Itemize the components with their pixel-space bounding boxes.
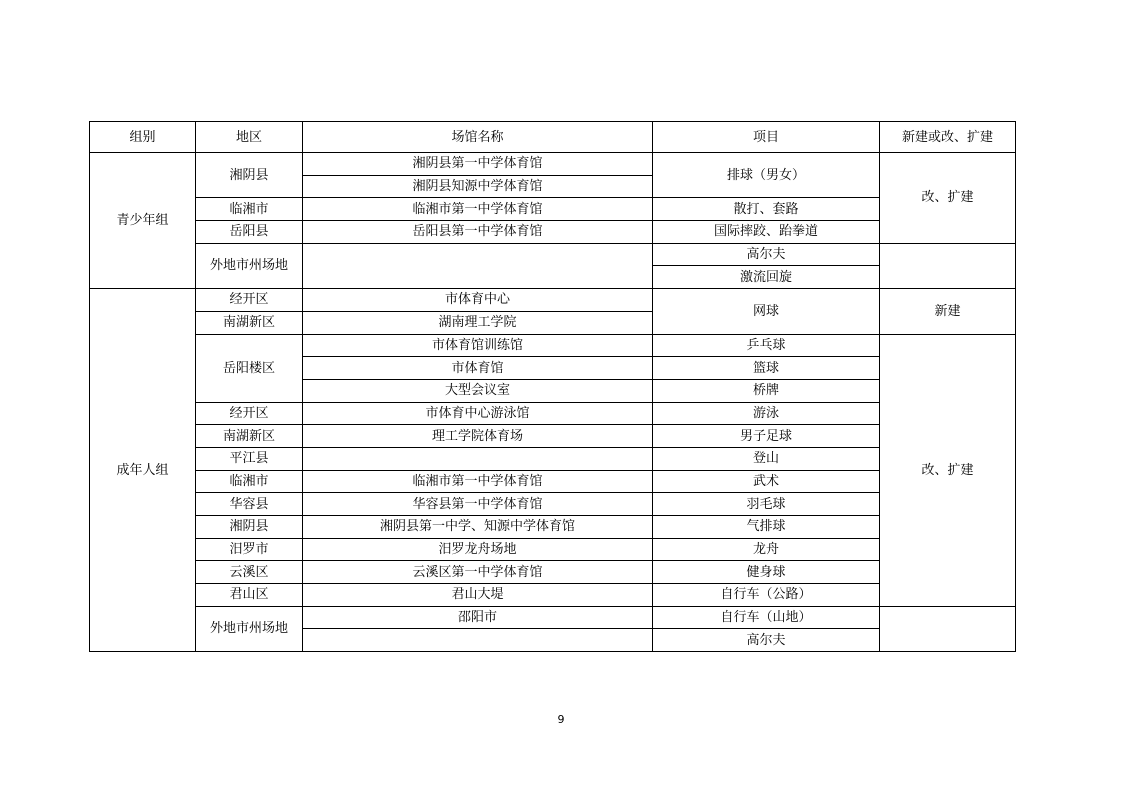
venue-cell: 汨罗龙舟场地 (303, 538, 653, 561)
region-cell: 湘阴县 (196, 153, 303, 198)
table-row (90, 470, 1016, 493)
header-group: 组别 (90, 122, 196, 153)
event-cell: 散打、套路 (653, 198, 880, 221)
region-cell: 湘阴县 (196, 516, 303, 539)
table-row (90, 289, 1016, 312)
table-row (90, 198, 1016, 221)
table-row (90, 493, 1016, 516)
venue-cell: 湘阴县知源中学体育馆 (303, 175, 653, 198)
region-cell: 岳阳县 (196, 221, 303, 244)
region-cell: 临湘市 (196, 470, 303, 493)
table-row (90, 584, 1016, 607)
venue-cell: 市体育馆 (303, 357, 653, 380)
venue-cell: 湘阴县第一中学体育馆 (303, 153, 653, 176)
event-cell: 气排球 (653, 516, 880, 539)
event-cell: 排球（男女） (653, 153, 880, 198)
event-cell: 乒乓球 (653, 334, 880, 357)
region-cell: 汨罗市 (196, 538, 303, 561)
venue-cell: 临湘市第一中学体育馆 (303, 198, 653, 221)
table-row (90, 561, 1016, 584)
table-row (90, 334, 1016, 357)
event-cell: 自行车（公路） (653, 584, 880, 607)
event-cell: 激流回旋 (653, 266, 880, 289)
venue-cell-empty (303, 243, 653, 288)
event-cell: 武术 (653, 470, 880, 493)
table-row (90, 425, 1016, 448)
region-cell: 经开区 (196, 289, 303, 312)
event-cell: 羽毛球 (653, 493, 880, 516)
venue-cell: 市体育中心 (303, 289, 653, 312)
venue-table (89, 121, 1016, 652)
build-type-cell: 改、扩建 (880, 334, 1016, 606)
venue-cell: 市体育馆训练馆 (303, 334, 653, 357)
venue-cell: 大型会议室 (303, 379, 653, 402)
table-row (90, 243, 1016, 266)
build-type-cell-empty (880, 606, 1016, 651)
header-build-type: 新建或改、扩建 (880, 122, 1016, 153)
venue-cell: 君山大堤 (303, 584, 653, 607)
header-region: 地区 (196, 122, 303, 153)
header-venue: 场馆名称 (303, 122, 653, 153)
venue-cell: 邵阳市 (303, 606, 653, 629)
region-cell: 外地市州场地 (196, 243, 303, 288)
event-cell: 桥牌 (653, 379, 880, 402)
region-cell: 君山区 (196, 584, 303, 607)
venue-cell: 华容县第一中学体育馆 (303, 493, 653, 516)
venue-cell: 岳阳县第一中学体育馆 (303, 221, 653, 244)
event-cell: 网球 (653, 289, 880, 334)
venue-cell: 云溪区第一中学体育馆 (303, 561, 653, 584)
region-cell: 华容县 (196, 493, 303, 516)
region-cell: 南湖新区 (196, 425, 303, 448)
table-row (90, 153, 1016, 176)
venue-cell: 湖南理工学院 (303, 311, 653, 334)
event-cell: 健身球 (653, 561, 880, 584)
group-cell-youth: 青少年组 (90, 153, 196, 289)
region-cell: 岳阳楼区 (196, 334, 303, 402)
event-cell: 登山 (653, 447, 880, 470)
table-row (90, 516, 1016, 539)
event-cell: 龙舟 (653, 538, 880, 561)
event-cell: 游泳 (653, 402, 880, 425)
venue-cell-empty (303, 447, 653, 470)
header-event: 项目 (653, 122, 880, 153)
region-cell: 云溪区 (196, 561, 303, 584)
venue-cell: 临湘市第一中学体育馆 (303, 470, 653, 493)
table-row (90, 402, 1016, 425)
event-cell: 国际摔跤、跆拳道 (653, 221, 880, 244)
venue-cell-empty (303, 629, 653, 652)
event-cell: 自行车（山地） (653, 606, 880, 629)
build-type-cell: 改、扩建 (880, 153, 1016, 244)
venue-cell: 理工学院体育场 (303, 425, 653, 448)
build-type-cell-empty (880, 243, 1016, 288)
table-row (90, 221, 1016, 244)
table-header-row (90, 122, 1016, 153)
group-cell-adult: 成年人组 (90, 289, 196, 652)
region-cell: 南湖新区 (196, 311, 303, 334)
event-cell: 高尔夫 (653, 629, 880, 652)
event-cell: 篮球 (653, 357, 880, 380)
table-row (90, 447, 1016, 470)
table-row (90, 606, 1016, 629)
table-row (90, 538, 1016, 561)
region-cell: 经开区 (196, 402, 303, 425)
event-cell: 高尔夫 (653, 243, 880, 266)
region-cell: 平江县 (196, 447, 303, 470)
venue-cell: 市体育中心游泳馆 (303, 402, 653, 425)
region-cell: 外地市州场地 (196, 606, 303, 651)
page-number: 9 (557, 713, 565, 726)
event-cell: 男子足球 (653, 425, 880, 448)
build-type-cell: 新建 (880, 289, 1016, 334)
region-cell: 临湘市 (196, 198, 303, 221)
venue-cell: 湘阴县第一中学、知源中学体育馆 (303, 516, 653, 539)
